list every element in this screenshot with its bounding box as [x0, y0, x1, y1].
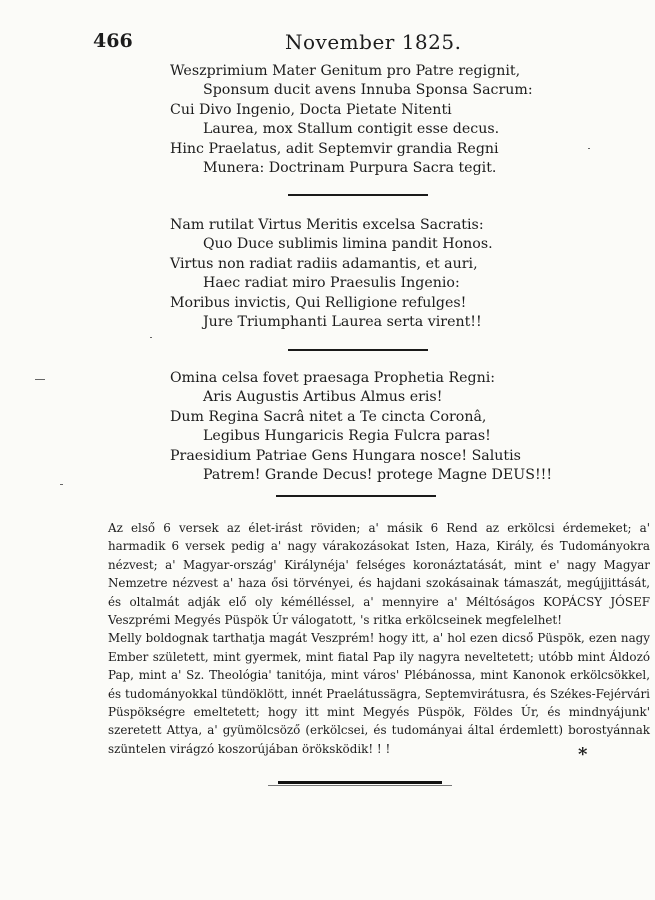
verse-line: Praesidium Patriae Gens Hungara nosce! Salutis: [170, 447, 521, 464]
prose-commentary: [108, 519, 650, 758]
page-number: 466: [93, 30, 133, 52]
stanza-divider: [288, 194, 428, 196]
verse-line: Haec radiat miro Praesulis Ingenio:: [203, 275, 460, 292]
verse-stanza: [170, 216, 493, 332]
verse-line: Munera: Doctrinam Purpura Sacra tegit.: [203, 160, 497, 177]
running-title: November 1825.: [285, 30, 462, 54]
verse-line: Weszprimium Mater Genitum pro Patre regignit,: [170, 63, 521, 79]
verse-line: Cui Divo Ingenio, Docta Pietate Nitenti: [170, 101, 452, 118]
verse-line: Laurea, mox Stallum contigit esse decus.: [203, 121, 500, 138]
verse-line: Sponsum ducit avens Innuba Sponsa Sacrum:: [203, 82, 533, 99]
end-rule-shadow: [268, 785, 452, 786]
verse-stanza: [170, 62, 533, 178]
asterisk-ornament: *: [578, 744, 588, 765]
verse-line: Aris Augustis Artibus Almus eris!: [203, 389, 443, 406]
end-rule: [278, 781, 442, 784]
verse-line: Patrem! Grande Decus! protege Magne DEUS!!!: [203, 467, 553, 484]
verse-line: Virtus non radiat radiis adamantis, et auri,: [170, 255, 478, 272]
paper-speck: [35, 379, 45, 380]
paper-speck: [150, 337, 152, 338]
verse-line: Moribus invictis, Qui Relligione refulges!: [170, 294, 467, 311]
verse-line: Omina celsa fovet praesaga Prophetia Regni:: [170, 370, 496, 386]
stanza-divider: [288, 349, 428, 351]
verse-stanza: [170, 369, 552, 485]
verse-line: Nam rutilat Virtus Meritis excelsa Sacratis:: [170, 217, 484, 233]
commentary-paragraph: Melly boldognak tarthatja magát Veszprém! hogy itt, a' hol ezen dicső Püspök, ezen nagy Ember született, mint gyermek, mint fiatal Pap ily nagyra neveltetett; utóbb mint Áldozó Pap, mint a' Sz. Theológia' tanitója, mint város' Plébánossa, mint Kanonok erkölcsökkel, és tudományokkal tündöklött, innét Praelátussägra, Septemvirátusra, és Székes-Fejérvári Püspökségre emeltetett; hogy itt mint Megyés Püspök, Földes Úr, és mindnyájunk' szeretett Attya, a' gyümölcsöző (erkölcsei, és tudományai által érdemlett) borostyánnak szüntelen virágzó koszorújában öröksködik! ! !: [108, 631, 650, 756]
verse-line: Legibus Hungaricis Regia Fulcra paras!: [203, 428, 491, 445]
verse-line: Quo Duce sublimis limina pandit Honos.: [203, 236, 493, 253]
paper-speck: [60, 484, 63, 485]
verse-line: Hinc Praelatus, adit Septemvir grandia Regni: [170, 140, 499, 157]
commentary-paragraph: Az első 6 versek az élet-irást röviden; a' másik 6 Rend az erkölcsi érdemeket; a' harmadik 6 versek pedig a' nagy várakozásokat Isten, Haza, Király, és Tudományokra nézvest; a' Magyar-ország' Királynéja' felséges koronáztatását, mint e' nagy Magyar Nemzetre nézvest a' haza ősi törvényei, és hajdani szokásainak támaszát, megújjittását, és oltalmát adják elő oly kémélléssel, a' mennyire a' Méltóságos KOPÁCSY JÓSEF Veszprémi Megyés Püspök Úr válogatott, 's ritka erkölcseinek megfelelhet!: [108, 521, 650, 628]
verse-line: Jure Triumphanti Laurea serta virent!!: [203, 314, 482, 331]
stanza-divider: [276, 495, 436, 497]
paper-speck: [588, 148, 590, 149]
verse-line: Dum Regina Sacrâ nitet a Te cincta Coronâ,: [170, 408, 487, 425]
page-header: [0, 30, 655, 58]
